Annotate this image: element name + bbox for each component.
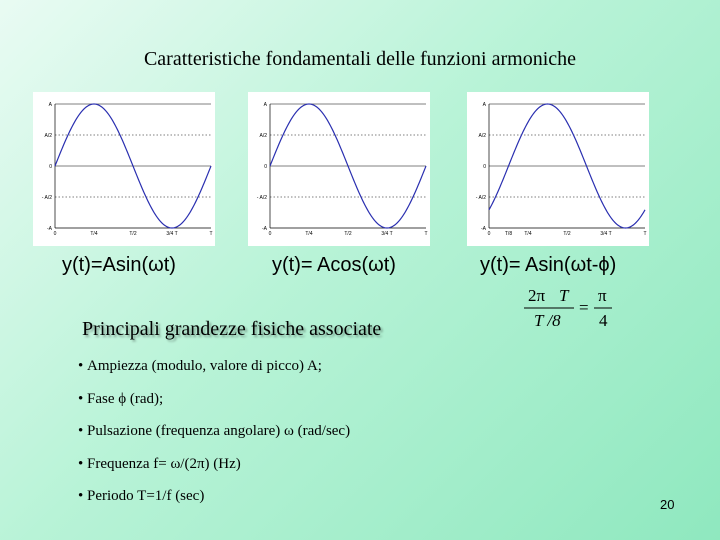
data-point <box>566 121 568 123</box>
list-item-pulsation: • Pulsazione (frequenza angolare) ω (rad/sec) <box>78 421 350 454</box>
data-point <box>54 165 56 167</box>
quantities-list <box>78 356 350 519</box>
y-tick-label: - A/2 <box>41 195 52 201</box>
list-item-period: • Periodo T=1/f (sec) <box>78 486 350 519</box>
x-tick-label: T/2 <box>344 231 352 237</box>
formula-num-T: T <box>559 286 569 305</box>
x-tick-label: 0 <box>487 231 491 237</box>
x-tick-label: 3/4 T <box>600 231 612 237</box>
data-point <box>488 209 490 211</box>
data-point <box>605 209 607 211</box>
chart-shifted-svg <box>467 92 649 246</box>
data-point <box>386 227 388 229</box>
x-tick-label: 3/4 T <box>166 231 178 237</box>
list-item-phase: • Fase ϕ (rad); <box>78 389 350 422</box>
formula-den-left: T /8 <box>534 311 561 330</box>
chart-cos-svg <box>248 92 430 246</box>
data-point <box>406 209 408 211</box>
formula-equals: = <box>579 298 589 317</box>
data-point <box>625 227 627 229</box>
list-item-frequency: • Frequenza f= ω/(2π) (Hz) <box>78 454 350 487</box>
data-point <box>425 165 427 167</box>
slide-title: Caratteristiche fondamentali delle funzioni armoniche <box>143 48 577 70</box>
y-tick-label: 0 <box>49 164 52 170</box>
formula-num-pi: π <box>598 286 607 305</box>
y-tick-label: -A <box>481 226 486 232</box>
data-point <box>547 103 549 105</box>
formula-den-right: 4 <box>599 311 608 330</box>
x-tick-label: T <box>209 231 213 237</box>
data-point <box>586 165 588 167</box>
page-number: 20 <box>660 497 675 512</box>
y-tick-label: A <box>263 102 267 108</box>
list-item-amplitude: • Ampiezza (modulo, valore di picco) A; <box>78 356 350 389</box>
formula-num-2pi: 2π <box>528 286 546 305</box>
x-tick-label: T/8 <box>504 231 513 237</box>
caption-shifted: y(t)= Asin(ωt-ϕ) <box>480 254 617 276</box>
data-point <box>152 209 154 211</box>
chart-panel-shifted <box>467 92 649 246</box>
x-tick-label: T/4 <box>90 231 98 237</box>
x-tick-label: 3/4 T <box>381 231 393 237</box>
data-point <box>347 165 349 167</box>
caption-cos: y(t)= Acos(ωt) <box>272 254 396 276</box>
data-point <box>269 165 271 167</box>
y-tick-label: A <box>482 102 486 108</box>
chart-sin-svg <box>33 92 215 246</box>
x-tick-label: T/2 <box>129 231 137 237</box>
data-point <box>328 121 330 123</box>
x-tick-label: T/4 <box>524 231 532 237</box>
data-point <box>171 227 173 229</box>
x-tick-label: 0 <box>53 231 57 237</box>
data-point <box>113 121 115 123</box>
data-point <box>308 103 310 105</box>
y-tick-label: - A/2 <box>256 195 267 201</box>
y-tick-label: 0 <box>264 164 267 170</box>
y-tick-label: A/2 <box>44 133 52 139</box>
data-point <box>93 103 95 105</box>
data-point <box>508 165 510 167</box>
chart-panel-cos <box>248 92 430 246</box>
x-tick-label: T/4 <box>305 231 313 237</box>
caption-sin: y(t)=Asin(ωt) <box>62 254 176 276</box>
y-tick-label: -A <box>47 226 52 232</box>
data-point <box>527 121 529 123</box>
y-tick-label: A <box>48 102 52 108</box>
y-tick-label: A/2 <box>478 133 486 139</box>
y-tick-label: 0 <box>483 164 486 170</box>
data-point <box>289 121 291 123</box>
data-point <box>74 121 76 123</box>
data-point <box>210 165 212 167</box>
phase-formula <box>520 286 620 332</box>
data-point <box>191 209 193 211</box>
x-tick-label: 0 <box>268 231 272 237</box>
section-subheading: Principali grandezze fisiche associate <box>82 318 382 340</box>
x-tick-label: T <box>424 231 428 237</box>
y-tick-label: -A <box>262 226 267 232</box>
x-tick-label: T <box>643 231 647 237</box>
data-point <box>132 165 134 167</box>
y-tick-label: - A/2 <box>475 195 486 201</box>
chart-panel-sin <box>33 92 215 246</box>
data-point <box>367 209 369 211</box>
data-point <box>644 209 646 211</box>
y-tick-label: A/2 <box>259 133 267 139</box>
x-tick-label: T/2 <box>563 231 571 237</box>
